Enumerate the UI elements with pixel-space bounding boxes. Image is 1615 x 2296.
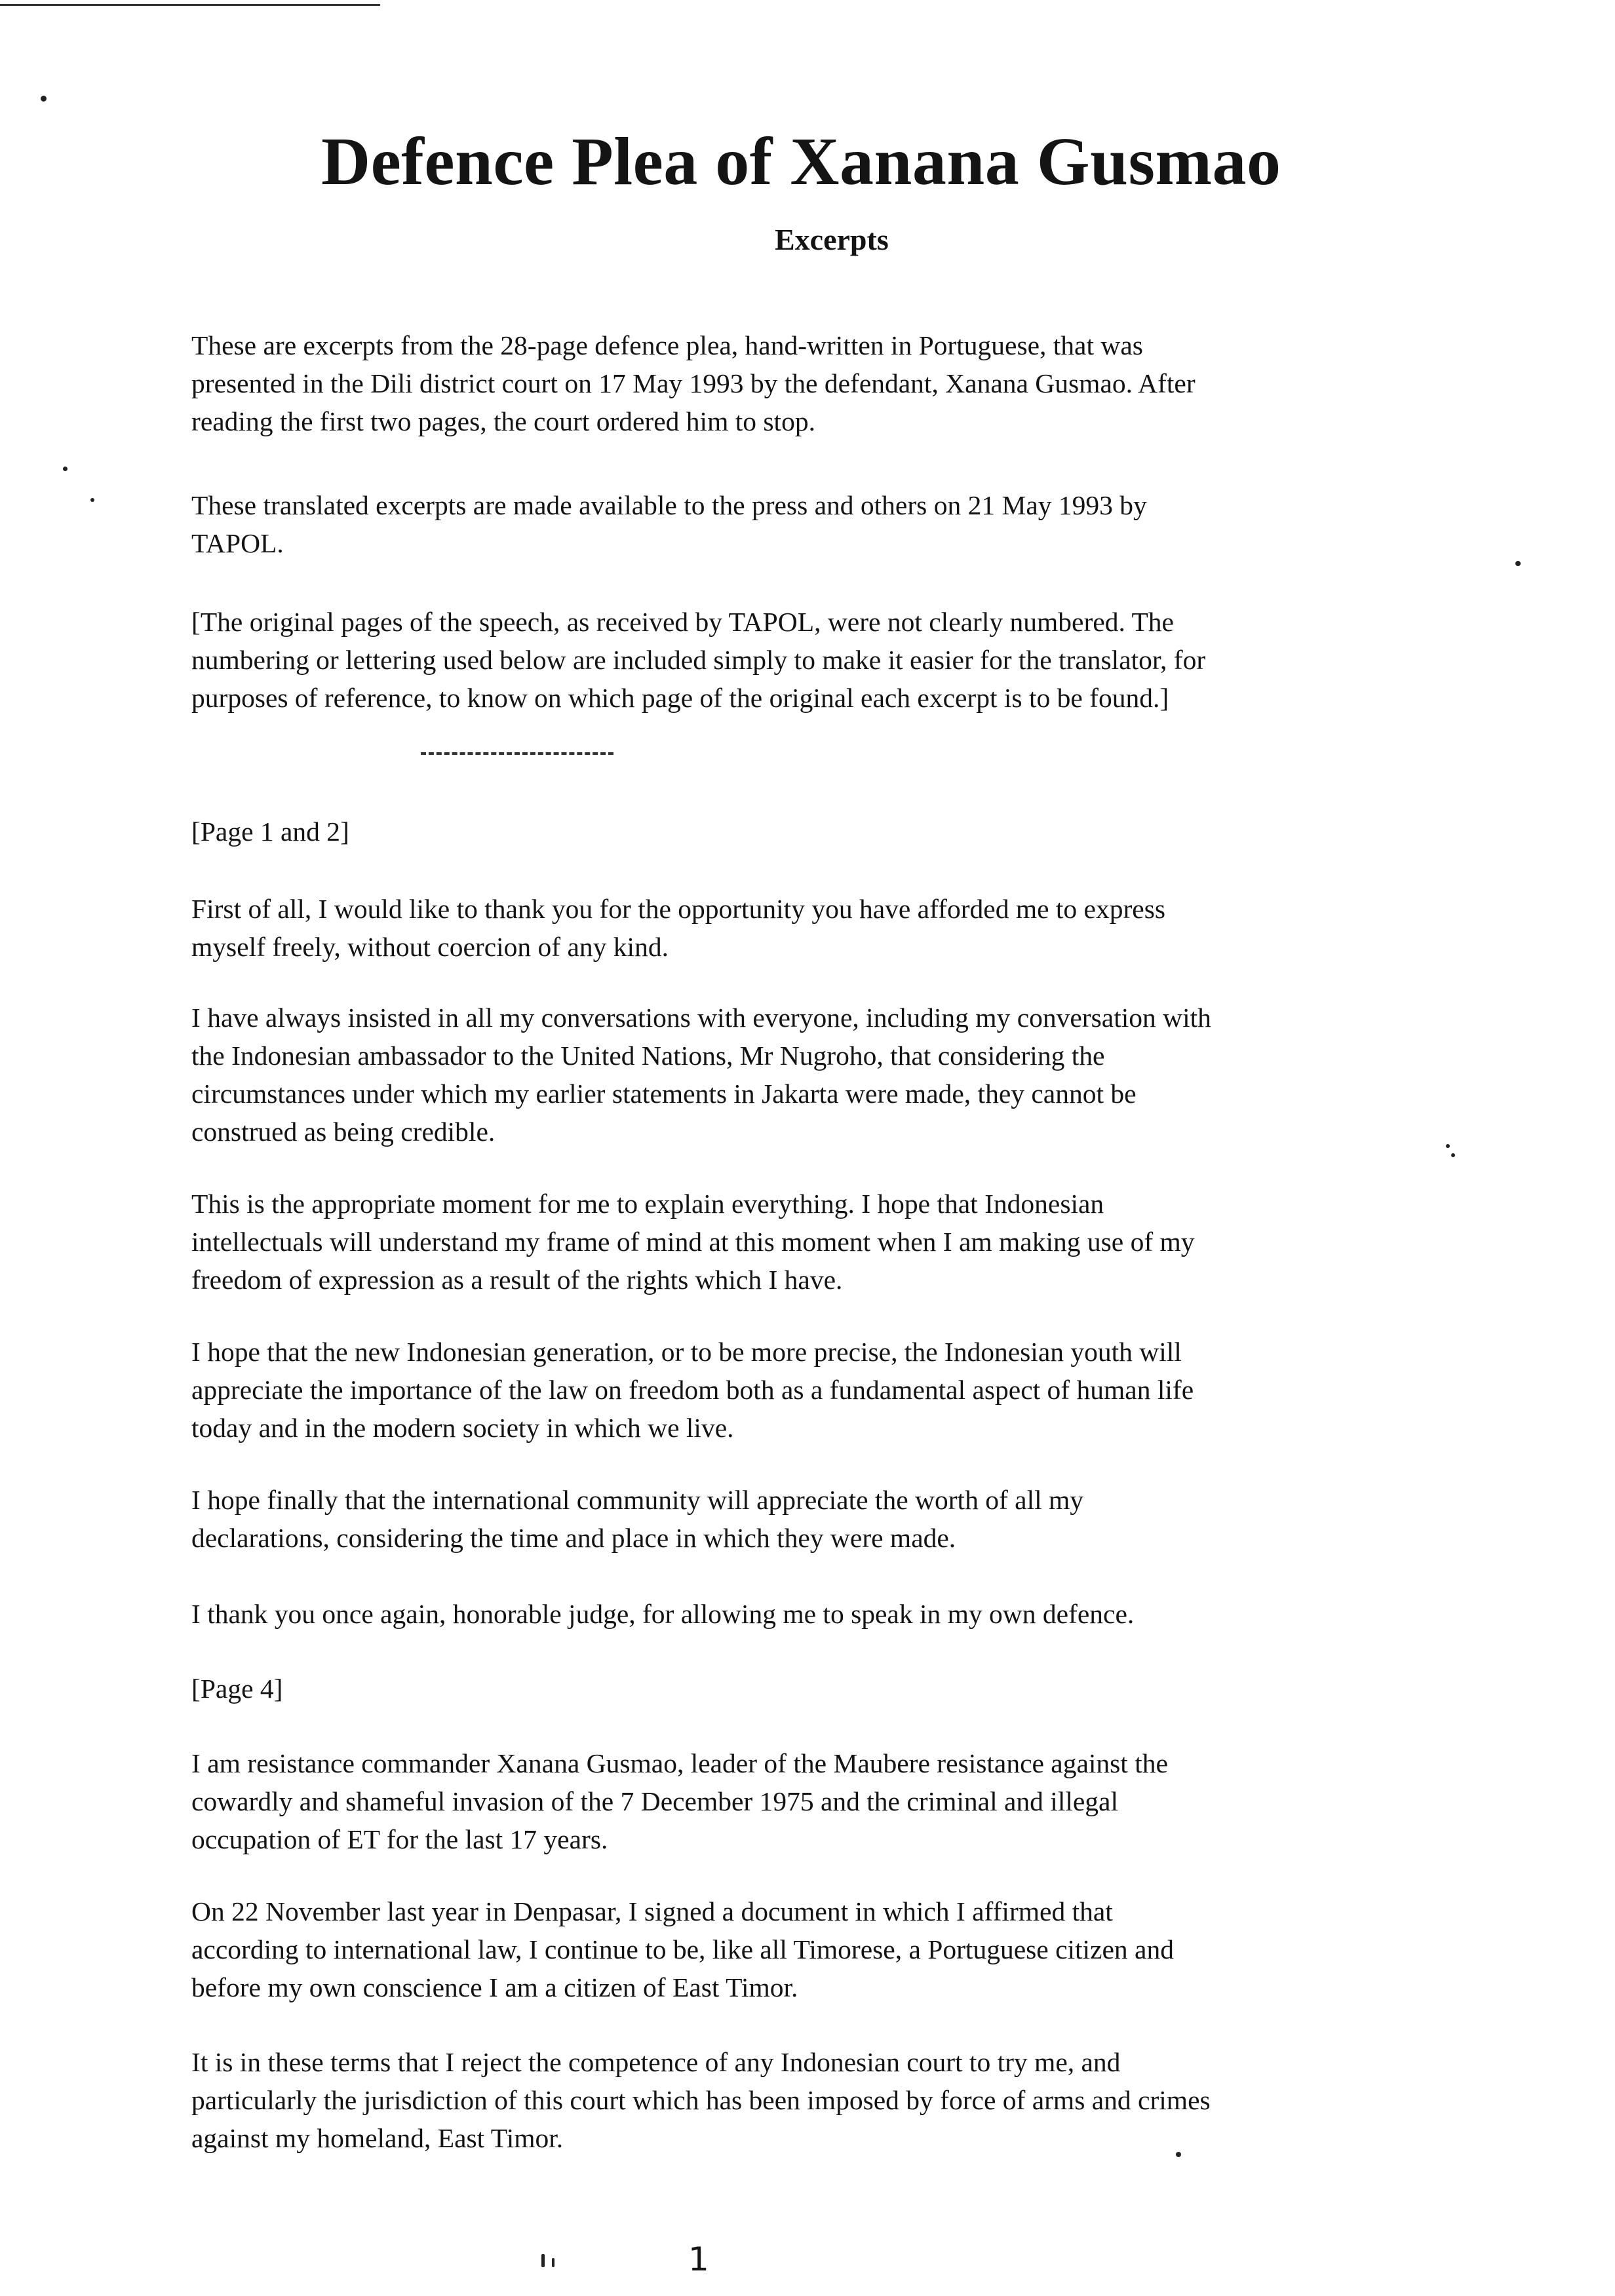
text-line: intellectuals will understand my frame of mind at this moment when I am making use of my (191, 1227, 1195, 1257)
plea-paragraph (191, 1481, 1450, 1557)
text-line: [The original pages of the speech, as received by TAPOL, were not clearly numbered. The (191, 607, 1174, 637)
editorial-note-paragraph (191, 603, 1450, 717)
text-line: before my own conscience I am a citizen of East Timor. (191, 1972, 798, 2002)
scan-speck (41, 96, 47, 102)
document-subtitle: Excerpts (775, 223, 889, 256)
text-line: I hope finally that the international community will appreciate the worth of all my (191, 1485, 1084, 1515)
text-line: These are excerpts from the 28-page defence plea, hand-written in Portuguese, that was (191, 330, 1143, 360)
plea-paragraph (191, 1333, 1450, 1447)
section-marker (191, 1670, 1450, 1708)
text-line: purposes of reference, to know on which page of the original each excerpt is to be found.] (191, 683, 1169, 713)
availability-paragraph (191, 486, 1450, 562)
scan-speck (1451, 1153, 1455, 1157)
plea-paragraph (191, 1744, 1450, 1858)
plea-paragraph (191, 2043, 1450, 2157)
text-line: circumstances under which my earlier statements in Jakarta were made, they cannot be (191, 1079, 1137, 1109)
text-line: On 22 November last year in Denpasar, I signed a document in which I affirmed that (191, 1896, 1113, 1926)
page-number: 1 (688, 2240, 709, 2278)
scan-speck (552, 2258, 555, 2267)
text-line: declarations, considering the time and place in which they were made. (191, 1523, 956, 1553)
text-line: reading the first two pages, the court ordered him to stop. (191, 406, 815, 436)
scan-speck (1446, 1144, 1450, 1148)
text-line: I thank you once again, honorable judge, for allowing me to speak in my own defence. (191, 1599, 1135, 1629)
text-line: I am resistance commander Xanana Gusmao, leader of the Maubere resistance against the (191, 1748, 1168, 1778)
text-line: against my homeland, East Timor. (191, 2123, 564, 2153)
plea-paragraph (191, 1185, 1450, 1299)
text-line: cowardly and shameful invasion of the 7 December 1975 and the criminal and illegal (191, 1786, 1118, 1816)
text-line: It is in these terms that I reject the competence of any Indonesian court to try me, and (191, 2047, 1121, 2077)
text-line: today and in the modern society in which we live. (191, 1413, 734, 1443)
text-line: [Page 1 and 2] (191, 816, 349, 847)
text-line: appreciate the importance of the law on freedom both as a fundamental aspect of human life (191, 1375, 1194, 1405)
text-line: construed as being credible. (191, 1117, 496, 1147)
text-line: numbering or lettering used below are included simply to make it easier for the translator, for (191, 645, 1206, 675)
scan-edge-rule (0, 4, 380, 6)
plea-paragraph (191, 1892, 1450, 2006)
scan-speck (90, 498, 94, 502)
section-marker (191, 813, 1450, 851)
section-separator (421, 752, 613, 755)
text-line: presented in the Dili district court on 17 May 1993 by the defendant, Xanana Gusmao. After (191, 368, 1196, 398)
scan-speck (63, 467, 68, 471)
text-line: occupation of ET for the last 17 years. (191, 1824, 608, 1854)
scan-speck (1515, 561, 1521, 566)
text-line: myself freely, without coercion of any kind. (191, 932, 669, 962)
document-title: Defence Plea of Xanana Gusmao (321, 124, 1281, 199)
scan-speck (541, 2254, 545, 2267)
plea-paragraph (191, 999, 1450, 1151)
text-line: [Page 4] (191, 1674, 283, 1704)
text-line: I have always insisted in all my conversations with everyone, including my conversation with (191, 1003, 1211, 1033)
text-line: These translated excerpts are made available to the press and others on 21 May 1993 by (191, 490, 1147, 520)
intro-paragraph (191, 326, 1450, 440)
plea-paragraph (191, 890, 1450, 966)
text-line: I hope that the new Indonesian generation, or to be more precise, the Indonesian youth will (191, 1337, 1182, 1367)
text-line: freedom of expression as a result of the rights which I have. (191, 1265, 843, 1295)
text-line: according to international law, I continue to be, like all Timorese, a Portuguese citizen and (191, 1934, 1174, 1964)
text-line: TAPOL. (191, 528, 284, 558)
scan-speck (1176, 2152, 1181, 2157)
text-line: particularly the jurisdiction of this court which has been imposed by force of arms and crimes (191, 2085, 1211, 2115)
text-line: First of all, I would like to thank you for the opportunity you have afforded me to express (191, 894, 1166, 924)
plea-paragraph (191, 1595, 1450, 1633)
text-line: the Indonesian ambassador to the United Nations, Mr Nugroho, that considering the (191, 1041, 1105, 1071)
text-line: This is the appropriate moment for me to explain everything. I hope that Indonesian (191, 1189, 1104, 1219)
